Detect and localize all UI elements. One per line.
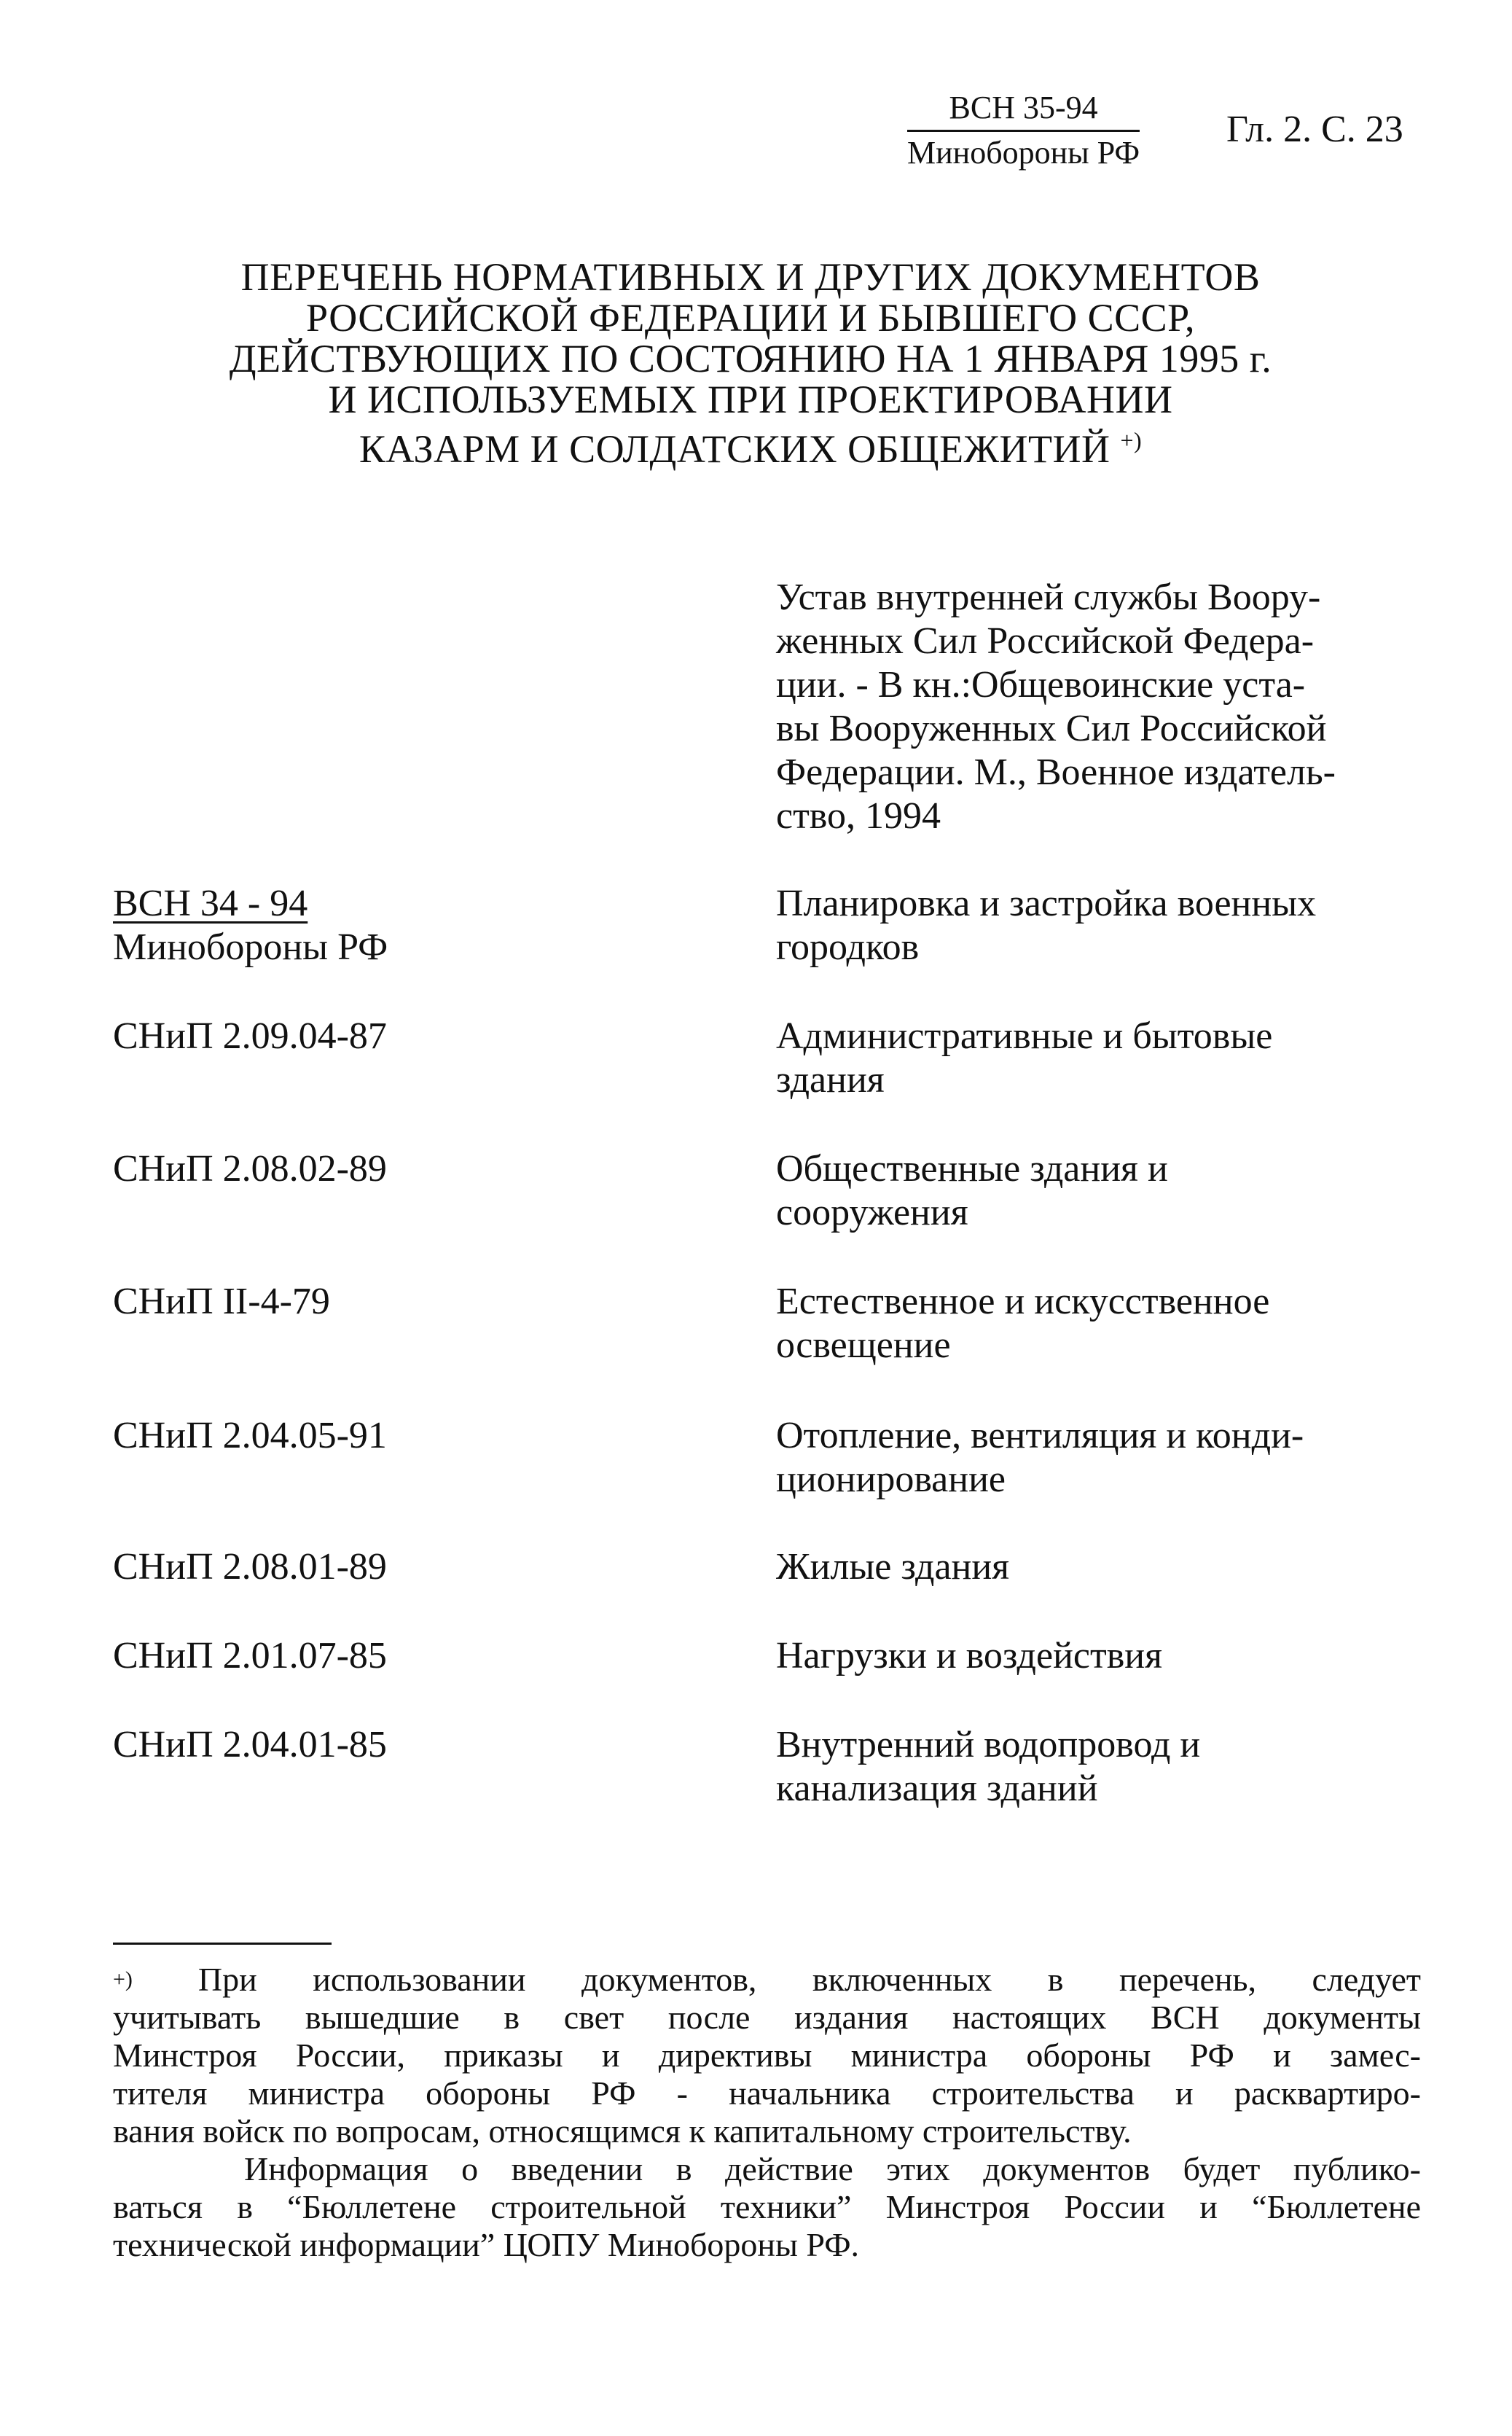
footnote (113, 1961, 1421, 2264)
description-line: ции. - В кн.:Общевоинские уста- (776, 664, 1306, 706)
code-issuer: Минобороны РФ (113, 926, 388, 968)
document-code: СНиП 2.04.05-91 (113, 1415, 387, 1456)
title-line: И ИСПОЛЬЗУЕМЫХ ПРИ ПРОЕКТИРОВАНИИ (328, 378, 1173, 421)
footnote-text: При использовании документов, включенных в перечень, следует (197, 1961, 1421, 1998)
document-code: ВСН 35-94 (949, 90, 1098, 125)
footnote-line: Информация о введении в действие этих документов будет публико- (244, 2150, 1421, 2187)
document-code: СНиП 2.08.02-89 (113, 1148, 387, 1190)
title-line: ПЕРЕЧЕНЬ НОРМАТИВНЫХ И ДРУГИХ ДОКУМЕНТОВ (240, 255, 1261, 299)
description-line: ционирование (776, 1459, 1006, 1500)
description-line: Отопление, вентиляция и конди- (776, 1415, 1304, 1456)
description-line: Внутренний водопровод и (776, 1724, 1201, 1765)
document-description (776, 1545, 1421, 1589)
footnote-line: вания войск по вопросам, относящимся к капитальному строительству. (113, 2112, 1132, 2150)
document-description (776, 882, 1421, 969)
code-underlined: ВСН 34 - 94 (113, 883, 308, 924)
footnote-marker: +) (1120, 427, 1143, 453)
document-code (113, 882, 747, 969)
footnote-paragraph (113, 2150, 1421, 2264)
description-line: женных Сил Российской Федера- (776, 620, 1315, 662)
footnote-line: тителя министра обороны РФ - начальника строительства и расквартиро- (113, 2074, 1421, 2112)
document-description (776, 1280, 1421, 1367)
document-description (776, 1147, 1421, 1235)
description-line: Естественное и искусственное (776, 1281, 1270, 1322)
footnote-separator (113, 1943, 332, 1945)
description-line: Устав внутренней службы Воору- (776, 577, 1321, 618)
description-line: Общественные здания и (776, 1148, 1168, 1190)
footnote-line: ваться в “Бюллетене строительной техники” Минстроя России и “Бюллетене (113, 2188, 1421, 2225)
footnote-line: Минстроя России, приказы и директивы министра обороны РФ и замес- (113, 2037, 1421, 2074)
description-line: ство, 1994 (776, 795, 941, 837)
description-line: Планировка и застройка военных (776, 883, 1317, 924)
description-line: сооружения (776, 1192, 968, 1233)
description-line: канализация зданий (776, 1768, 1098, 1809)
footnote-line: учитывать вышедшие в свет после издания настоящих ВСН документы (113, 1999, 1421, 2036)
description-line: городков (776, 926, 920, 968)
description-line: Административные и бытовые (776, 1015, 1273, 1057)
title-line: ДЕЙСТВУЮЩИХ ПО СОСТОЯНИЮ НА 1 ЯНВАРЯ 1995 г. (229, 337, 1272, 380)
document-code: СНиП 2.08.01-89 (113, 1546, 387, 1588)
footnote-line: технической информации” ЦОПУ Минобороны РФ. (113, 2226, 860, 2263)
title-line: РОССИЙСКОЙ ФЕДЕРАЦИИ И БЫВШЕГО СССР, (306, 296, 1195, 340)
description-line: здания (776, 1059, 885, 1101)
page-header (907, 86, 1403, 174)
description-line: вы Вооруженных Сил Российской (776, 708, 1327, 749)
document-code: СНиП 2.09.04-87 (113, 1015, 387, 1057)
page-title (109, 257, 1392, 469)
description-line: Федерации. М., Военное издатель- (776, 752, 1336, 793)
title-line-last (109, 420, 1392, 469)
document-description (776, 576, 1421, 838)
issuing-body: Минобороны РФ (907, 135, 1140, 171)
document-description (776, 1634, 1421, 1678)
page-reference: Гл. 2. С. 23 (1226, 109, 1403, 150)
footnote-paragraph (113, 1961, 1421, 2150)
title-line: КАЗАРМ И СОЛДАТСКИХ ОБЩЕЖИТИЙ (359, 427, 1111, 471)
document-description (776, 1723, 1421, 1811)
document-code: СНиП 2.01.07-85 (113, 1635, 387, 1676)
document-description (776, 1015, 1421, 1102)
document-code-block (907, 86, 1140, 174)
document-code: СНиП 2.04.01-85 (113, 1724, 387, 1765)
footnote-marker: +) (113, 1967, 133, 1991)
description-line: Жилые здания (776, 1546, 1010, 1588)
document-description (776, 1414, 1421, 1502)
description-line: освещение (776, 1324, 951, 1366)
description-line: Нагрузки и воздействия (776, 1635, 1163, 1676)
footnote-line (113, 1961, 1421, 1999)
document-code: СНиП II-4-79 (113, 1281, 330, 1322)
